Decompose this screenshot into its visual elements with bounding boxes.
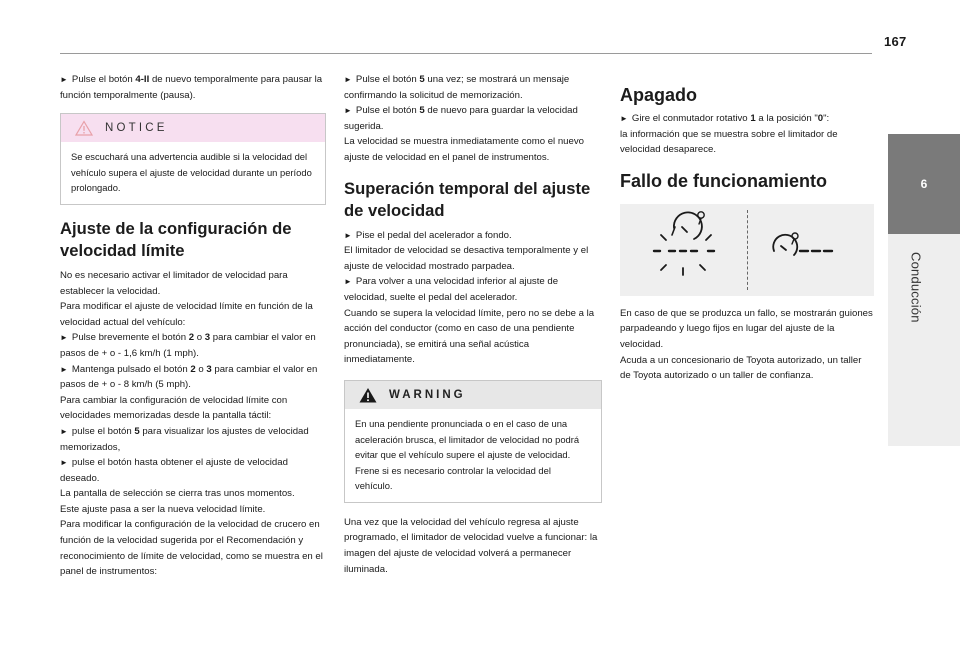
speed-limiter-blinking-icon (620, 204, 747, 296)
bullet-item: ► Para volver a una velocidad inferior al ajuste de velocidad, suelte el pedal del acelerador. (344, 276, 559, 303)
warning-box (344, 380, 602, 503)
warning-text: Frene si es necesario controlar la velocidad del vehículo. (355, 464, 551, 492)
paragraph: Para cambiar la configuración de velocidad límite con velocidades memorizadas desde la pantalla táctil: (60, 394, 288, 422)
paragraph: El limitador de velocidad se desactiva temporalmente y el ajuste de velocidad mostrado parpadea. (344, 245, 589, 272)
bullet-item: ► Pulse el botón 5 de nuevo para guardar la velocidad sugerida. (344, 105, 578, 132)
section-heading-fallo: Fallo de funcionamiento (620, 170, 828, 191)
bullet-arrow-icon: ► (60, 333, 68, 343)
chapter-label-wrap (906, 252, 926, 432)
bullet-arrow-icon: ► (60, 458, 68, 468)
chapter-tab[interactable] (888, 134, 960, 446)
bullet-item: ► Pise el pedal del acelerador a fondo. (344, 229, 512, 241)
speed-limiter-fixed-icon (748, 204, 874, 296)
bullet-pause: ► Pulse el botón 4-II de nuevo temporalmente para pausar la función temporalmente (pausa). (60, 74, 323, 101)
paragraph: La pantalla de selección se cierra tras unos momentos. (60, 488, 295, 500)
paragraph: Este ajuste pasa a ser la nueva velocidad límite. (60, 503, 266, 515)
bullet-arrow-icon: ► (60, 75, 68, 84)
notice-box (60, 113, 326, 205)
bullet-arrow-icon: ► (344, 75, 352, 84)
bullet-arrow-icon: ► (344, 277, 352, 287)
caution-triangle-outline-icon (75, 120, 93, 136)
warning-body (345, 409, 601, 502)
bullet-arrow-icon: ► (60, 364, 68, 374)
paragraph: Para modificar el ajuste de velocidad límite en función de la velocidad actual del vehículo: (60, 301, 313, 328)
malfunction-illustration (620, 204, 874, 296)
warning-header (345, 381, 601, 409)
paragraph: La velocidad se muestra inmediatamente como el nuevo ajuste de velocidad en el panel de instrumentos. (344, 136, 584, 163)
paragraph: Acuda a un concesionario de Toyota autorizado, un taller de Toyota autorizado o un taller de confianza. (620, 354, 862, 382)
section-heading-apagado: Apagado (620, 85, 698, 105)
column-3 (620, 84, 874, 384)
chapter-number: 6 (888, 134, 960, 234)
paragraph: Una vez que la velocidad del vehículo regresa al ajuste programado, el limitador de velocidad vuelve a funcionar: la imagen del ajuste de velocidad volverá a permanecer iluminada. (344, 516, 598, 575)
paragraph: No es necesario activar el limitador de velocidad para establecer la velocidad. (60, 269, 288, 297)
header-rule (60, 53, 872, 54)
paragraph: Cuando se supera la velocidad límite, pero no se debe a la acción del conductor (como en caso de una pendiente pronunciada), se emitirá una señal acústica inmediatamente. (344, 307, 595, 366)
notice-body (61, 142, 325, 204)
notice-header (61, 114, 325, 142)
section-heading-ajuste: Ajuste de la configuración de velocidad límite (60, 218, 292, 260)
chapter-label: Conducción (908, 252, 924, 323)
column-2 (344, 72, 602, 577)
bullet-item: ► Pulse brevemente el botón 2 o 3 para cambiar el valor en pasos de + o - 1,6 km/h (1 mph). (60, 332, 316, 359)
notice-text: Se escuchará una advertencia audible si la velocidad del vehículo supera el ajuste de velocidad durante un período prolongado. (71, 151, 312, 194)
bullet-item: ► pulse el botón 5 para visualizar los ajustes de velocidad memorizados, (60, 425, 309, 453)
warning-text: En una pendiente pronunciada o en el caso de una aceleración brusca, el limitador de velocidad no podrá evitar que el vehículo supere el ajuste de velocidad. (355, 417, 580, 461)
paragraph: En caso de que se produzca un fallo, se mostrarán guiones parpadeando y luego fijos en lugar del ajuste de la velocidad. (620, 307, 873, 350)
bullet-arrow-icon: ► (620, 114, 628, 123)
warning-title: WARNING (389, 388, 466, 401)
bullet-item: ► pulse el botón hasta obtener el ajuste de velocidad deseado. (60, 457, 288, 484)
bullet-arrow-icon: ► (344, 106, 352, 116)
bullet-item: ► Gire el conmutador rotativo 1 a la posición "0": (620, 113, 830, 124)
bullet-item: ► Pulse el botón 5 una vez; se mostrará un mensaje confirmando la solicitud de memorización. (344, 74, 570, 101)
paragraph: Para modificar la configuración de la velocidad de crucero en función de la velocidad sugerida por el Recomendación y reconocimiento de límite de velocidad, como se muestra en el panel de instrumentos: (60, 519, 323, 578)
section-heading-superacion: Superación temporal del ajuste de velocidad (344, 178, 591, 220)
column-1 (60, 72, 326, 580)
warning-triangle-filled-icon (359, 387, 377, 403)
bullet-item: ► Mantenga pulsado el botón 2 o 3 para cambiar el valor en pasos de + o - 8 km/h (5 mph). (60, 363, 318, 391)
notice-title: NOTICE (105, 122, 168, 135)
bullet-arrow-icon: ► (344, 230, 352, 240)
paragraph: la información que se muestra sobre el limitador de velocidad desaparece. (620, 128, 838, 156)
bullet-arrow-icon: ► (60, 426, 68, 436)
page-number: 167 (884, 34, 907, 49)
